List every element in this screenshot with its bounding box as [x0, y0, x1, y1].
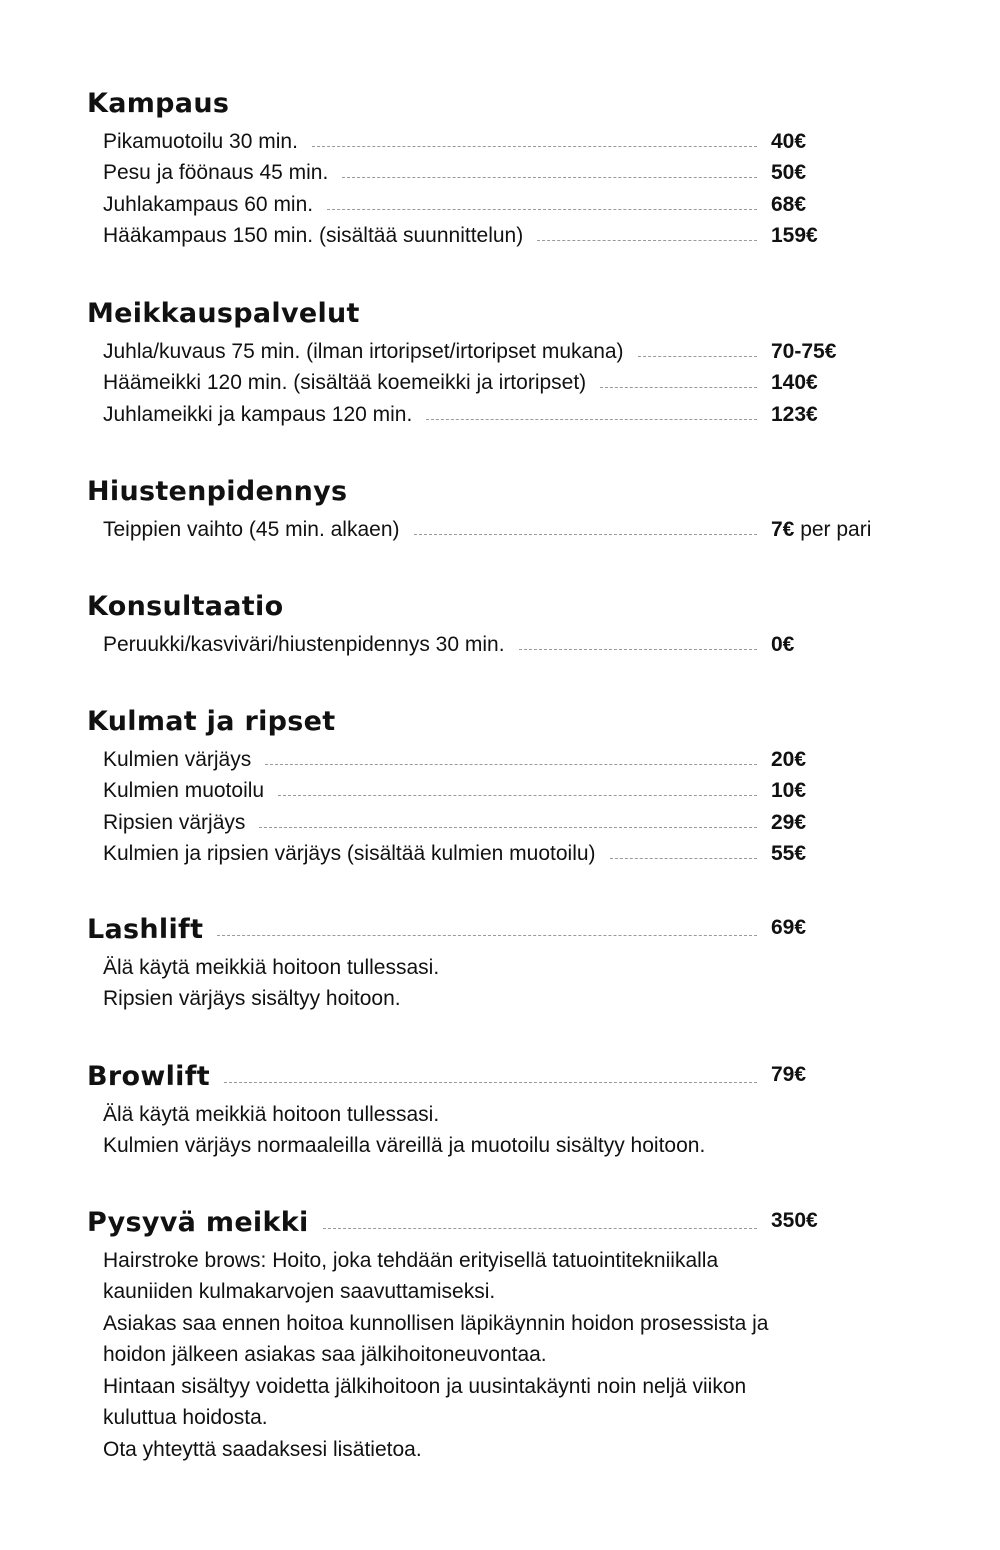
service-description	[103, 1097, 907, 1160]
service-name: Kulmien ja ripsien värjäys (sisältää kulmien muotoilu)	[103, 842, 596, 865]
section-header	[87, 82, 907, 122]
section-kulmat-ja-ripset	[87, 700, 907, 868]
service-row	[103, 219, 907, 251]
service-name: Kulmien värjäys	[103, 747, 252, 771]
service-price	[771, 516, 907, 544]
description-line: kuluttua hoidosta.	[103, 1406, 268, 1429]
section-konsultaatio	[87, 585, 907, 659]
service-name: Teippien vaihto (45 min. alkaen)	[103, 517, 400, 541]
section-title: Hiustenpidennys	[87, 476, 348, 507]
service-price: 68€	[771, 192, 807, 216]
description-line: Hintaan sisältyy voidetta jälkihoitoon ja uusintakäynti noin neljä viikon	[103, 1374, 747, 1398]
dotted-leader	[426, 419, 757, 420]
service-name: Juhla/kuvaus 75 min. (ilman irtoripset/irtoripset mukana)	[103, 339, 624, 363]
section-title: Kampaus	[87, 88, 230, 119]
description-line: Asiakas saa ennen hoitoa kunnollisen läpikäynnin hoidon prosessista ja	[103, 1311, 769, 1335]
service-row	[103, 774, 907, 806]
service-row	[103, 334, 907, 366]
section-header	[87, 1201, 907, 1241]
description-line: Ripsien värjäys sisältyy hoitoon.	[103, 987, 401, 1010]
dotted-leader	[327, 209, 757, 210]
section-hiustenpidennys	[87, 470, 907, 544]
section-header	[87, 908, 907, 948]
section-meikkauspalvelut	[87, 292, 907, 429]
service-price: 29€	[771, 810, 807, 834]
service-price: 70-75€	[771, 339, 837, 363]
service-description	[103, 950, 907, 1013]
service-row	[103, 837, 907, 869]
service-description	[103, 1243, 907, 1464]
service-price: 50€	[771, 161, 807, 184]
price-amount: 7€	[771, 517, 795, 541]
service-name: Hääkampaus 150 min. (sisältää suunnittelun)	[103, 224, 524, 247]
section-pysyva-meikki	[87, 1201, 907, 1464]
section-title: Browlift	[87, 1061, 210, 1092]
dotted-leader	[224, 1082, 757, 1083]
section-title: Meikkauspalvelut	[87, 298, 360, 329]
service-price: 40€	[771, 129, 807, 153]
service-list	[103, 627, 907, 659]
service-price: 350€	[771, 1209, 818, 1232]
dotted-leader	[610, 858, 757, 859]
description-line: Ota yhteyttä saadaksesi lisätietoa.	[103, 1437, 422, 1461]
service-row	[103, 187, 907, 219]
service-name: Ripsien värjäys	[103, 810, 246, 834]
service-list	[103, 334, 907, 429]
section-lashlift	[87, 908, 907, 1013]
description-line: Älä käytä meikkiä hoitoon tullessasi.	[103, 955, 440, 979]
dotted-leader	[414, 534, 757, 535]
description-line: Hairstroke brows: Hoito, joka tehdään erityisellä tatuointitekniikalla	[103, 1248, 719, 1272]
service-name: Juhlakampaus 60 min.	[103, 192, 314, 216]
section-header	[87, 1055, 907, 1095]
section-header	[87, 292, 907, 332]
service-price: 0€	[771, 632, 795, 656]
service-list	[103, 512, 907, 544]
dotted-leader	[259, 827, 757, 828]
dotted-leader	[519, 649, 757, 650]
service-row	[103, 512, 907, 544]
price-unit: per pari	[794, 517, 872, 541]
service-price: 140€	[771, 371, 818, 394]
section-title: Kulmat ja ripset	[87, 706, 336, 737]
service-price: 20€	[771, 747, 807, 771]
section-header	[87, 470, 907, 510]
section-browlift	[87, 1055, 907, 1160]
service-name: Pikamuotoilu 30 min.	[103, 129, 298, 153]
dotted-leader	[537, 240, 757, 241]
service-price: 69€	[771, 916, 807, 939]
description-line: Kulmien värjäys normaaleilla väreillä ja muotoilu sisältyy hoitoon.	[103, 1134, 706, 1157]
description-line: Älä käytä meikkiä hoitoon tullessasi.	[103, 1102, 440, 1126]
dotted-leader	[600, 387, 757, 388]
section-header	[87, 585, 907, 625]
service-price: 10€	[771, 779, 807, 802]
service-price: 79€	[771, 1063, 807, 1086]
section-kampaus	[87, 82, 907, 250]
service-row	[103, 156, 907, 188]
service-name: Peruukki/kasviväri/hiustenpidennys 30 min.	[103, 632, 505, 656]
dotted-leader	[217, 935, 757, 936]
section-header	[87, 700, 907, 740]
service-list	[103, 124, 907, 250]
service-row	[103, 124, 907, 156]
service-row	[103, 742, 907, 774]
service-row	[103, 366, 907, 398]
service-row	[103, 627, 907, 659]
dotted-leader	[323, 1228, 757, 1229]
dotted-leader	[312, 146, 757, 147]
dotted-leader	[278, 795, 757, 796]
service-name: Kulmien muotoilu	[103, 779, 265, 802]
service-price: 159€	[771, 224, 818, 247]
service-name: Häämeikki 120 min. (sisältää koemeikki ja irtoripset)	[103, 371, 587, 394]
service-list	[103, 742, 907, 868]
service-row	[103, 805, 907, 837]
section-title: Konsultaatio	[87, 591, 284, 622]
service-price: 123€	[771, 402, 818, 426]
service-name: Juhlameikki ja kampaus 120 min.	[103, 402, 413, 426]
description-line: kauniiden kulmakarvojen saavuttamiseksi.	[103, 1280, 496, 1303]
service-name: Pesu ja föönaus 45 min.	[103, 161, 329, 184]
service-row	[103, 397, 907, 429]
service-price: 55€	[771, 842, 807, 865]
dotted-leader	[638, 356, 757, 357]
section-title: Pysyvä meikki	[87, 1207, 309, 1238]
dotted-leader	[265, 764, 757, 765]
section-title: Lashlift	[87, 914, 204, 945]
description-line: hoidon jälkeen asiakas saa jälkihoitoneuvontaa.	[103, 1343, 547, 1366]
dotted-leader	[342, 177, 757, 178]
